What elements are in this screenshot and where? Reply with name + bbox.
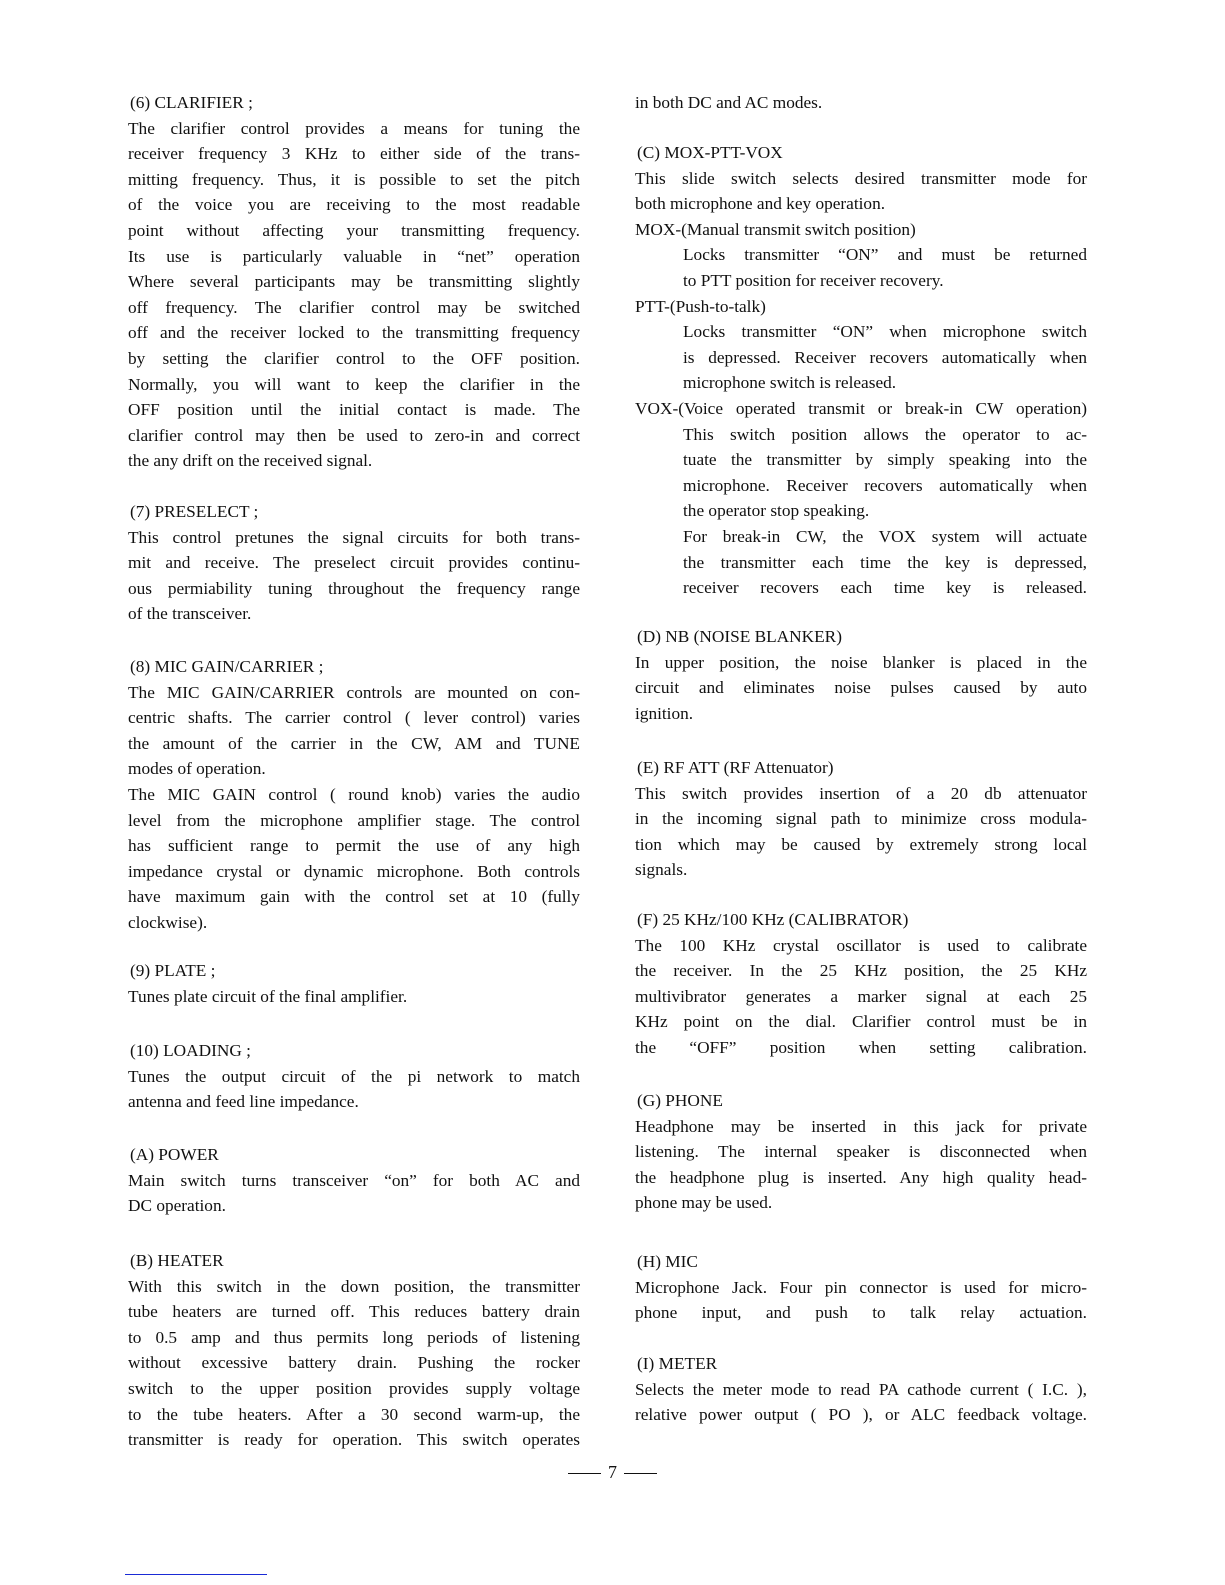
text-line: clockwise). xyxy=(128,912,208,932)
text-line: tuate the transmitter by simply speaking into the xyxy=(683,450,1087,470)
text-line: Tunes the output circuit of the pi network to match xyxy=(128,1066,580,1086)
text-line: switch to the upper position provides supply voltage xyxy=(128,1378,580,1398)
text-line: VOX-(Voice operated transmit or break-in CW operation) xyxy=(635,398,1087,418)
text-line: transmitter is ready for operation. This switch operates xyxy=(128,1430,580,1450)
section-heading: (A) POWER xyxy=(130,1145,219,1164)
text-line: clarifier control may then be used to zero-in and correct xyxy=(128,425,580,445)
text-line: The 100 KHz crystal oscillator is used to calibrate xyxy=(635,935,1087,955)
text-line: OFF position until the initial contact is made. The xyxy=(128,400,580,420)
section-heading: (E) RF ATT (RF Attenuator) xyxy=(637,758,834,777)
text-line: listening. The internal speaker is disconnected when xyxy=(635,1142,1087,1162)
text-line: microphone switch is released. xyxy=(683,373,897,393)
text-line: the receiver. In the 25 KHz position, the 25 KHz xyxy=(635,961,1087,981)
text-line: In upper position, the noise blanker is placed in the xyxy=(635,652,1087,672)
section-heading: (G) PHONE xyxy=(637,1091,723,1110)
text-line: of the voice you are receiving to the most readable xyxy=(128,195,580,215)
section xyxy=(635,140,1087,601)
bottom-rule xyxy=(125,1574,267,1575)
page-number xyxy=(0,1462,1225,1483)
text-line: This control pretunes the signal circuits for both trans- xyxy=(128,527,580,547)
section-heading: (8) MIC GAIN/CARRIER ; xyxy=(130,657,324,676)
text-line: PTT-(Push-to-talk) xyxy=(635,296,766,316)
section xyxy=(635,755,1087,883)
section-heading: (B) HEATER xyxy=(130,1251,224,1270)
text-line: multivibrator generates a marker signal at each 25 xyxy=(635,986,1087,1006)
text-line: The clarifier control provides a means for tuning the xyxy=(128,118,580,138)
text-line: to PTT position for receiver recovery. xyxy=(683,270,944,290)
text-line: Headphone may be inserted in this jack for private xyxy=(635,1116,1087,1136)
text-line: MOX-(Manual transmit switch position) xyxy=(635,219,916,239)
text-line: in both DC and AC modes. xyxy=(635,93,823,112)
text-line: tube heaters are turned off. This reduces battery drain xyxy=(128,1302,580,1322)
text-line: Main switch turns transceiver “on” for both AC and xyxy=(128,1170,580,1190)
page-number-text: 7 xyxy=(608,1462,617,1482)
text-line: the any drift on the received signal. xyxy=(128,451,373,471)
section xyxy=(635,907,1087,1061)
text-line: KHz point on the dial. Clarifier control must be in xyxy=(635,1012,1087,1032)
text-line: impedance crystal or dynamic microphone. Both controls xyxy=(128,861,580,881)
text-line: tion which may be caused by extremely strong local xyxy=(635,834,1087,854)
section xyxy=(128,1142,580,1219)
text-line: Microphone Jack. Four pin connector is used for micro- xyxy=(635,1277,1087,1297)
section xyxy=(635,624,1087,726)
section xyxy=(128,654,580,936)
section-heading: (H) MIC xyxy=(637,1252,698,1271)
section xyxy=(635,90,1087,116)
text-line: the headphone plug is inserted. Any high quality head- xyxy=(635,1167,1087,1187)
text-line: DC operation. xyxy=(128,1196,226,1216)
text-line: circuit and eliminates noise pulses caused by auto xyxy=(635,678,1087,698)
section xyxy=(128,958,580,1009)
text-line: level from the microphone amplifier stage. The control xyxy=(128,810,580,830)
text-line: off and the receiver locked to the transmitting frequency xyxy=(128,323,580,343)
text-line: For break-in CW, the VOX system will actuate xyxy=(683,526,1087,546)
dash-decoration xyxy=(624,1473,657,1474)
section-heading: (6) CLARIFIER ; xyxy=(130,93,253,112)
text-line: antenna and feed line impedance. xyxy=(128,1092,359,1112)
text-line: phone may be used. xyxy=(635,1193,773,1213)
text-line: of the transceiver. xyxy=(128,604,252,624)
section xyxy=(128,1038,580,1115)
text-line: ignition. xyxy=(635,703,694,723)
text-line: to 0.5 amp and thus permits long periods of listening xyxy=(128,1327,580,1347)
text-line: mit and receive. The preselect circuit provides continu- xyxy=(128,553,580,573)
text-line: centric shafts. The carrier control ( lever control) varies xyxy=(128,708,580,728)
text-line: modes of operation. xyxy=(128,759,266,779)
section xyxy=(128,1248,580,1453)
text-line: point without affecting your transmitting frequency. xyxy=(128,220,580,240)
text-line: without excessive battery drain. Pushing the rocker xyxy=(128,1353,580,1373)
text-line: have maximum gain with the control set at 10 (fully xyxy=(128,887,580,907)
text-line: This switch provides insertion of a 20 db attenuator xyxy=(635,783,1087,803)
text-line: Locks transmitter “ON” when microphone switch xyxy=(683,322,1087,342)
section xyxy=(128,499,580,627)
text-line: mitting frequency. Thus, it is possible to set the pitch xyxy=(128,169,580,189)
text-line: is depressed. Receiver recovers automatically when xyxy=(683,347,1087,367)
section xyxy=(635,1351,1087,1428)
section-heading: (9) PLATE ; xyxy=(130,961,216,980)
section-heading: (I) METER xyxy=(637,1354,718,1373)
text-line: by setting the clarifier control to the OFF position. xyxy=(128,348,580,368)
text-line: has sufficient range to permit the use of any high xyxy=(128,836,580,856)
text-line: in the incoming signal path to minimize cross modula- xyxy=(635,809,1087,829)
text-line: Locks transmitter “ON” and must be returned xyxy=(683,245,1087,265)
section-heading: (D) NB (NOISE BLANKER) xyxy=(637,627,842,646)
text-line: signals. xyxy=(635,860,688,880)
text-line: The MIC GAIN control ( round knob) varies the audio xyxy=(128,784,580,804)
text-line: phone input, and push to talk relay actuation. xyxy=(635,1303,1087,1323)
text-line: the operator stop speaking. xyxy=(683,501,870,521)
text-line: receiver recovers each time key is released. xyxy=(683,578,1087,598)
text-line: microphone. Receiver recovers automatically when xyxy=(683,475,1087,495)
text-line: both microphone and key operation. xyxy=(635,194,886,214)
text-line: With this switch in the down position, the transmitter xyxy=(128,1276,580,1296)
text-line: Where several participants may be transmitting slightly xyxy=(128,272,580,292)
section-heading: (F) 25 KHz/100 KHz (CALIBRATOR) xyxy=(637,910,909,929)
text-line: the amount of the carrier in the CW, AM and TUNE xyxy=(128,733,580,753)
text-line: Normally, you will want to keep the clarifier in the xyxy=(128,374,580,394)
text-line: to the tube heaters. After a 30 second warm-up, the xyxy=(128,1404,580,1424)
text-line: the “OFF” position when setting calibration. xyxy=(635,1037,1087,1057)
text-line: relative power output ( PO ), or ALC feedback voltage. xyxy=(635,1405,1087,1425)
dash-decoration xyxy=(568,1473,601,1474)
text-line: Selects the meter mode to read PA cathode current ( I.C. ), xyxy=(635,1379,1087,1399)
section-heading: (10) LOADING ; xyxy=(130,1041,251,1060)
text-line: The MIC GAIN/CARRIER controls are mounted on con- xyxy=(128,682,580,702)
text-line: the transmitter each time the key is depressed, xyxy=(683,552,1087,572)
text-line: off frequency. The clarifier control may be switched xyxy=(128,297,580,317)
section xyxy=(635,1249,1087,1326)
text-line: This switch position allows the operator to ac- xyxy=(683,424,1087,444)
section-heading: (7) PRESELECT ; xyxy=(130,502,259,521)
text-line: receiver frequency 3 KHz to either side of the trans- xyxy=(128,144,580,164)
section xyxy=(128,90,580,474)
text-line: ous permiability tuning throughout the frequency range xyxy=(128,578,580,598)
text-line: Its use is particularly valuable in “net” operation xyxy=(128,246,580,266)
section-heading: (C) MOX-PTT-VOX xyxy=(637,143,783,162)
section xyxy=(635,1088,1087,1216)
text-line: This slide switch selects desired transmitter mode for xyxy=(635,168,1087,188)
text-line: Tunes plate circuit of the final amplifier. xyxy=(128,986,408,1006)
